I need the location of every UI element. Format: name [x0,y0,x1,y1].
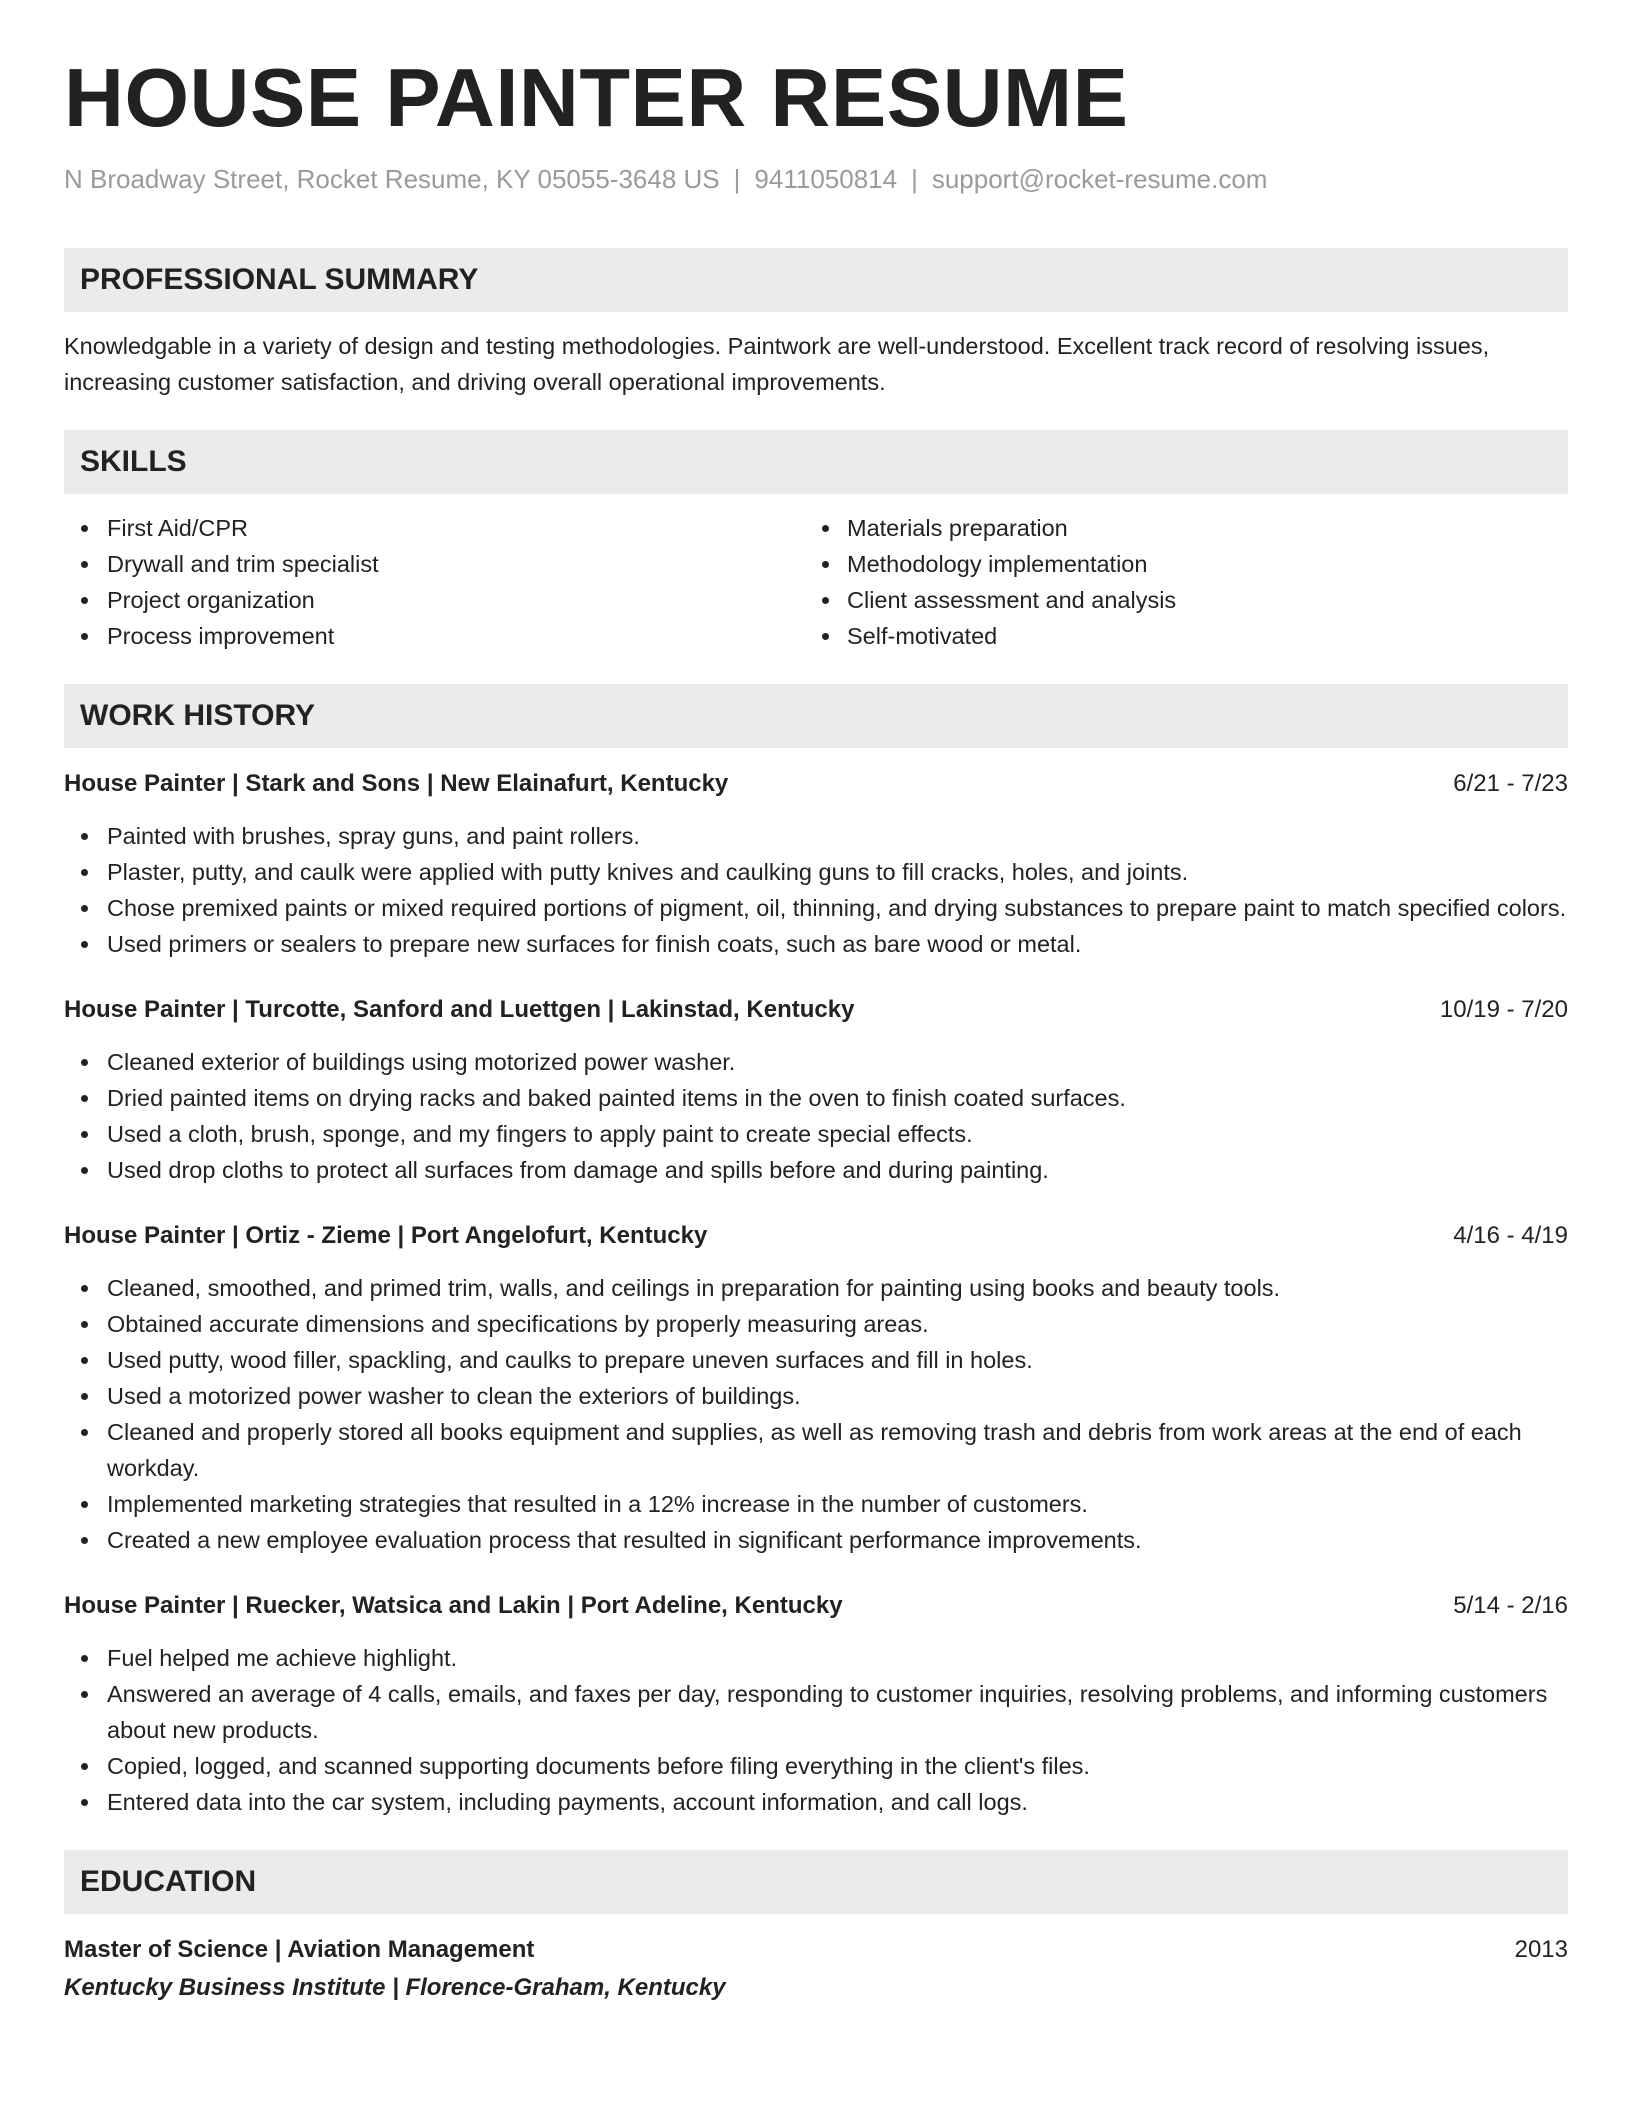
job-dates: 6/21 - 7/23 [1453,769,1568,797]
education-year: 2013 [1514,1935,1568,1963]
job-bullets [64,1640,1568,1820]
skills-list [64,510,1568,654]
job-bullet: Entered data into the car system, including payments, account information, and call logs. [64,1784,1568,1820]
job-bullet: Plaster, putty, and caulk were applied with putty knives and caulking guns to fill cracks, holes, and joints. [64,854,1568,890]
summary-text: Knowledgable in a variety of design and testing methodologies. Paintwork are well-understood. Excellent track record of resolving issues, increasing customer satisfaction, and driving overall operational improvements. [64,332,1490,395]
education-degree: Master of Science | Aviation Management [64,1935,535,1963]
job-dates: 4/16 - 4/19 [1453,1221,1568,1249]
skills-column-left [64,510,816,654]
contact-separator: | [733,164,741,194]
skill-item: Process improvement [64,618,816,654]
job-bullet: Used a motorized power washer to clean the exteriors of buildings. [64,1378,1568,1414]
job-dates: 5/14 - 2/16 [1453,1591,1568,1619]
job-bullet: Cleaned exterior of buildings using motorized power washer. [64,1044,1568,1080]
skill-item: Drywall and trim specialist [64,546,816,582]
job-bullet: Used drop cloths to protect all surfaces from damage and spills before and during painting. [64,1152,1568,1188]
job-bullet: Dried painted items on drying racks and baked painted items in the oven to finish coated surfaces. [64,1080,1568,1116]
job-bullet: Used a cloth, brush, sponge, and my fingers to apply paint to create special effects. [64,1116,1568,1152]
job-header [64,1218,1568,1254]
job-bullet: Painted with brushes, spray guns, and paint rollers. [64,818,1568,854]
skill-item: Materials preparation [816,510,1568,546]
job-bullet: Used primers or sealers to prepare new surfaces for finish coats, such as bare wood or metal. [64,926,1568,962]
section-heading-summary: PROFESSIONAL SUMMARY [64,248,1568,312]
job-header [64,992,1568,1028]
job-title: House Painter | Turcotte, Sanford and Luettgen | Lakinstad, Kentucky [64,995,855,1023]
skill-item: First Aid/CPR [64,510,816,546]
job-bullet: Obtained accurate dimensions and specifications by properly measuring areas. [64,1306,1568,1342]
job-bullets [64,818,1568,962]
skill-item: Project organization [64,582,816,618]
job-entry [64,1218,1568,1558]
job-bullets [64,1270,1568,1558]
job-dates: 10/19 - 7/20 [1439,995,1568,1023]
section-heading-education: EDUCATION [64,1850,1568,1914]
job-entry [64,766,1568,962]
job-title: House Painter | Stark and Sons | New Elainafurt, Kentucky [64,769,729,797]
job-title: House Painter | Ortiz - Zieme | Port Angelofurt, Kentucky [64,1221,708,1249]
skills-column-right [816,510,1568,654]
job-bullets [64,1044,1568,1188]
section-heading-skills: SKILLS [64,430,1568,494]
job-header [64,766,1568,802]
skill-item: Methodology implementation [816,546,1568,582]
job-header [64,1588,1568,1624]
education-school: Kentucky Business Institute | Florence-Graham, Kentucky [64,1973,726,2001]
job-bullet: Copied, logged, and scanned supporting documents before filing everything in the client's files. [64,1748,1568,1784]
contact-email: support@rocket-resume.com [931,164,1268,194]
job-title: House Painter | Ruecker, Watsica and Lakin | Port Adeline, Kentucky [64,1591,843,1619]
job-bullet: Created a new employee evaluation process that resulted in significant performance improvements. [64,1522,1568,1558]
skill-item: Self-motivated [816,618,1568,654]
section-heading-work: WORK HISTORY [64,684,1568,748]
job-bullet: Implemented marketing strategies that resulted in a 12% increase in the number of customers. [64,1486,1568,1522]
job-bullet: Fuel helped me achieve highlight. [64,1640,1568,1676]
job-bullet: Answered an average of 4 calls, emails, and faxes per day, responding to customer inquiries, resolving problems, and informing customers about new products. [64,1676,1568,1748]
job-bullet: Chose premixed paints or mixed required portions of pigment, oil, thinning, and drying substances to prepare paint to match specified colors. [64,890,1568,926]
job-entry [64,1588,1568,1820]
contact-phone: 9411050814 [754,164,898,194]
job-bullet: Cleaned, smoothed, and primed trim, walls, and ceilings in preparation for painting using books and beauty tools. [64,1270,1568,1306]
job-bullet: Cleaned and properly stored all books equipment and supplies, as well as removing trash and debris from work areas at the end of each workday. [64,1414,1568,1486]
resume-title: HOUSE PAINTER RESUME [64,51,1129,144]
contact-line [64,163,1568,197]
job-entry [64,992,1568,1188]
job-bullet: Used putty, wood filler, spackling, and caulks to prepare uneven surfaces and fill in holes. [64,1342,1568,1378]
education-entry [64,1932,1568,2008]
contact-address: N Broadway Street, Rocket Resume, KY 05055-3648 US [64,164,720,194]
contact-separator: | [911,164,918,194]
education-header [64,1932,1568,1968]
skill-item: Client assessment and analysis [816,582,1568,618]
